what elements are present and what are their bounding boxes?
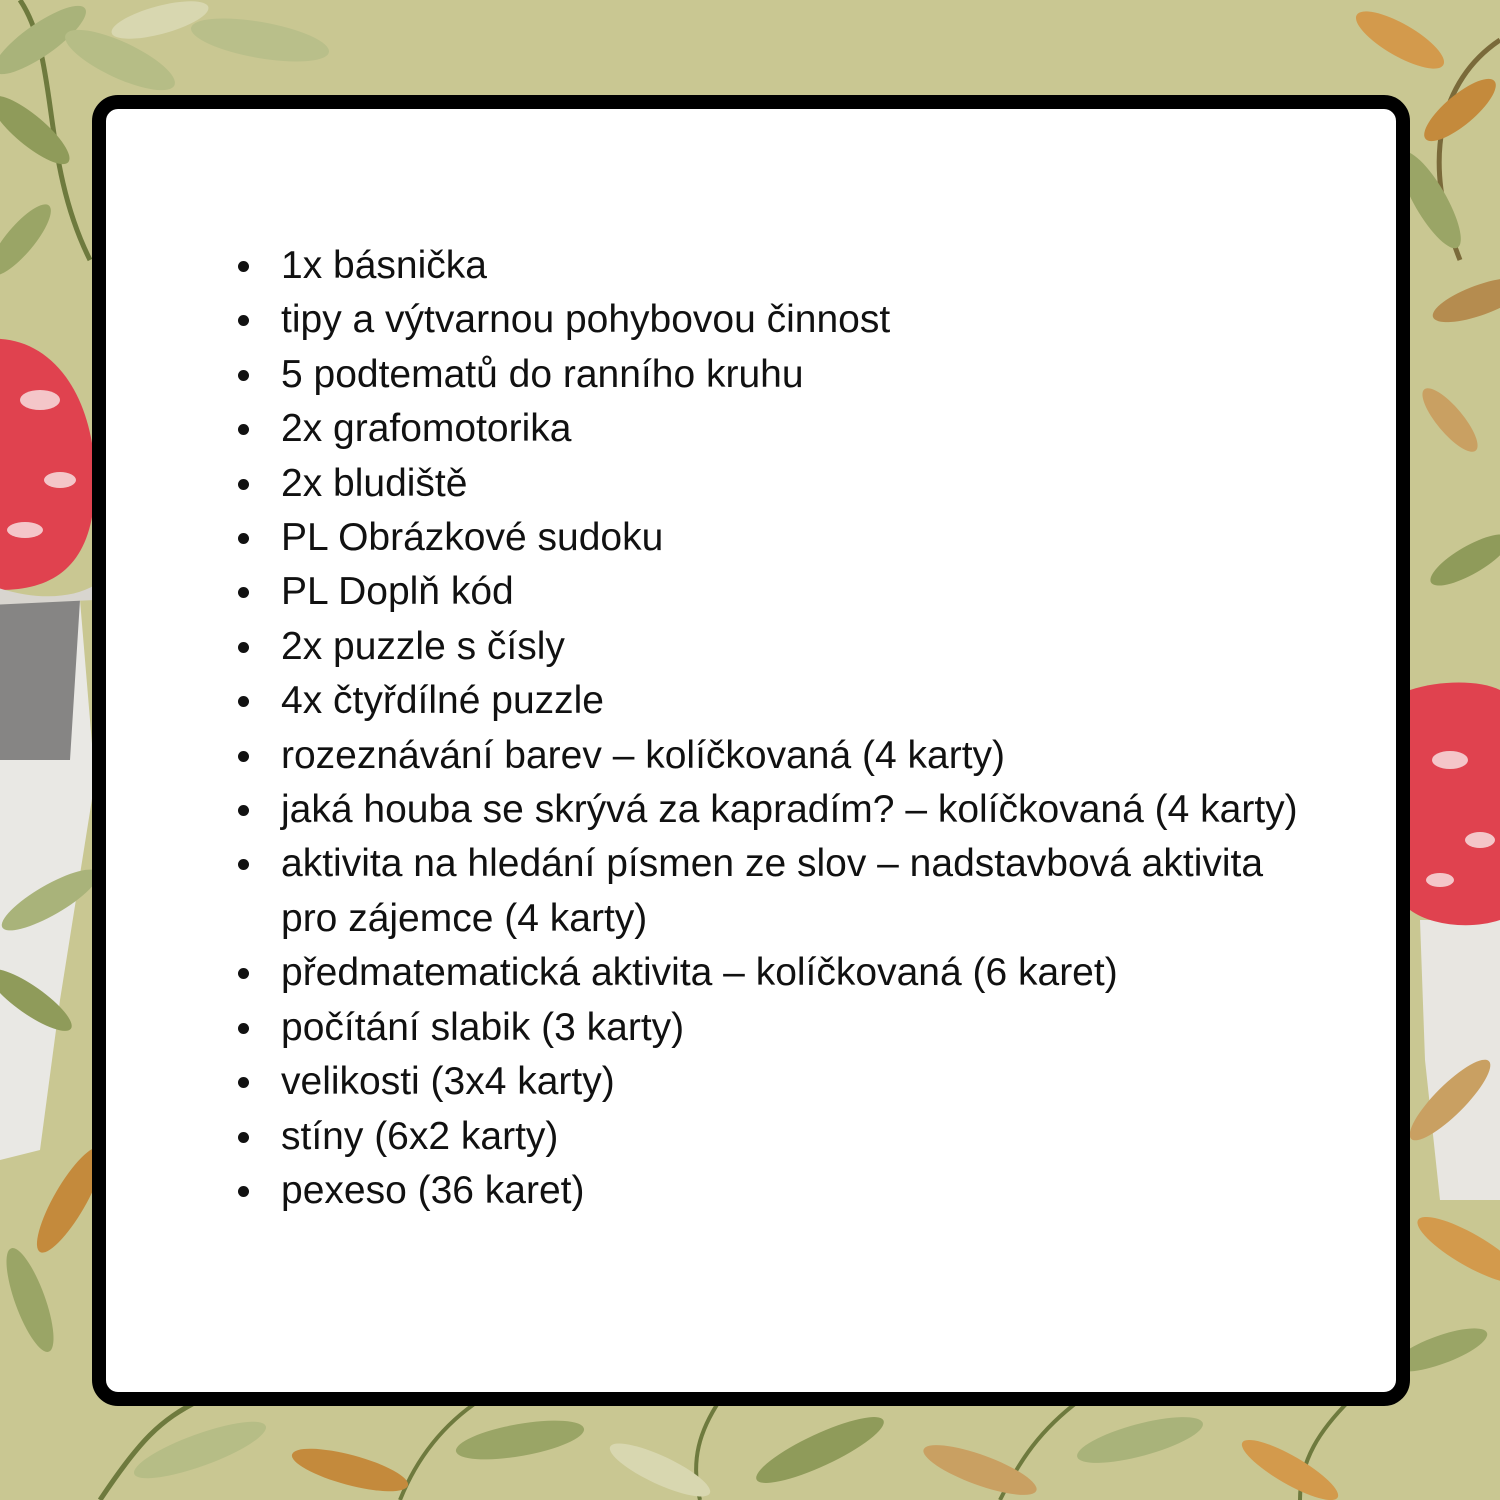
bullet-icon	[238, 696, 249, 707]
list-item-label: předmatematická aktivita – kolíčkovaná (6 karet)	[281, 951, 1118, 995]
content-card	[92, 95, 1410, 1406]
list-item	[231, 837, 1311, 946]
bullet-icon	[238, 859, 249, 870]
bullet-icon	[238, 642, 249, 653]
bullet-icon	[238, 805, 249, 816]
list-item-label: rozeznávání barev – kolíčkovaná (4 karty)	[281, 733, 1006, 777]
bullet-icon	[238, 1132, 249, 1143]
list-item	[231, 1055, 1311, 1109]
list-item	[231, 1164, 1311, 1218]
bullet-icon	[238, 751, 249, 762]
bullet-icon	[238, 261, 249, 272]
list-item	[231, 620, 1311, 674]
list-item-label: 1x básnička	[281, 244, 487, 287]
list-item-label: 5 podtematů do ranního kruhu	[281, 352, 804, 396]
list-item	[231, 348, 1311, 402]
list-item	[231, 457, 1311, 511]
bullet-icon	[238, 1077, 249, 1088]
list-item	[231, 565, 1311, 619]
list-item-label: velikosti (3x4 karty)	[281, 1060, 615, 1104]
bullet-icon	[238, 315, 249, 326]
list-item-label: 2x puzzle s čísly	[281, 624, 565, 668]
bullet-icon	[238, 424, 249, 435]
bullet-icon	[238, 587, 249, 598]
list-item	[231, 1001, 1311, 1055]
activity-list	[231, 239, 1311, 1218]
list-item	[231, 729, 1311, 783]
bullet-icon	[238, 1023, 249, 1034]
list-item-label: 4x čtyřdílné puzzle	[281, 679, 604, 723]
list-item-label: PL Obrázkové sudoku	[281, 516, 664, 560]
list-item-label: 2x grafomotorika	[281, 407, 572, 451]
bullet-icon	[238, 968, 249, 979]
list-item	[231, 239, 1311, 293]
bullet-icon	[238, 479, 249, 490]
list-item	[231, 674, 1311, 728]
list-item-label: jaká houba se skrývá za kapradím? – kolíčkovaná (4 karty)	[281, 788, 1298, 832]
list-item-label: počítání slabik (3 karty)	[281, 1005, 685, 1049]
list-item	[231, 293, 1311, 347]
list-item	[231, 946, 1311, 1000]
list-item	[231, 402, 1311, 456]
list-item-label: pexeso (36 karet)	[281, 1168, 585, 1212]
list-item-label: stíny (6x2 karty)	[281, 1114, 559, 1158]
list-item-label: PL Doplň kód	[281, 570, 514, 614]
list-item-label: aktivita na hledání písmen ze slov – nadstavbová aktivita pro zájemce (4 karty)	[281, 842, 1264, 940]
bullet-icon	[238, 1186, 249, 1197]
list-item	[231, 1110, 1311, 1164]
bullet-icon	[238, 370, 249, 381]
list-item	[231, 511, 1311, 565]
list-item	[231, 783, 1311, 837]
bullet-icon	[238, 533, 249, 544]
list-item-label: 2x bludiště	[281, 461, 468, 505]
list-item-label: tipy a výtvarnou pohybovou činnost	[281, 298, 891, 342]
